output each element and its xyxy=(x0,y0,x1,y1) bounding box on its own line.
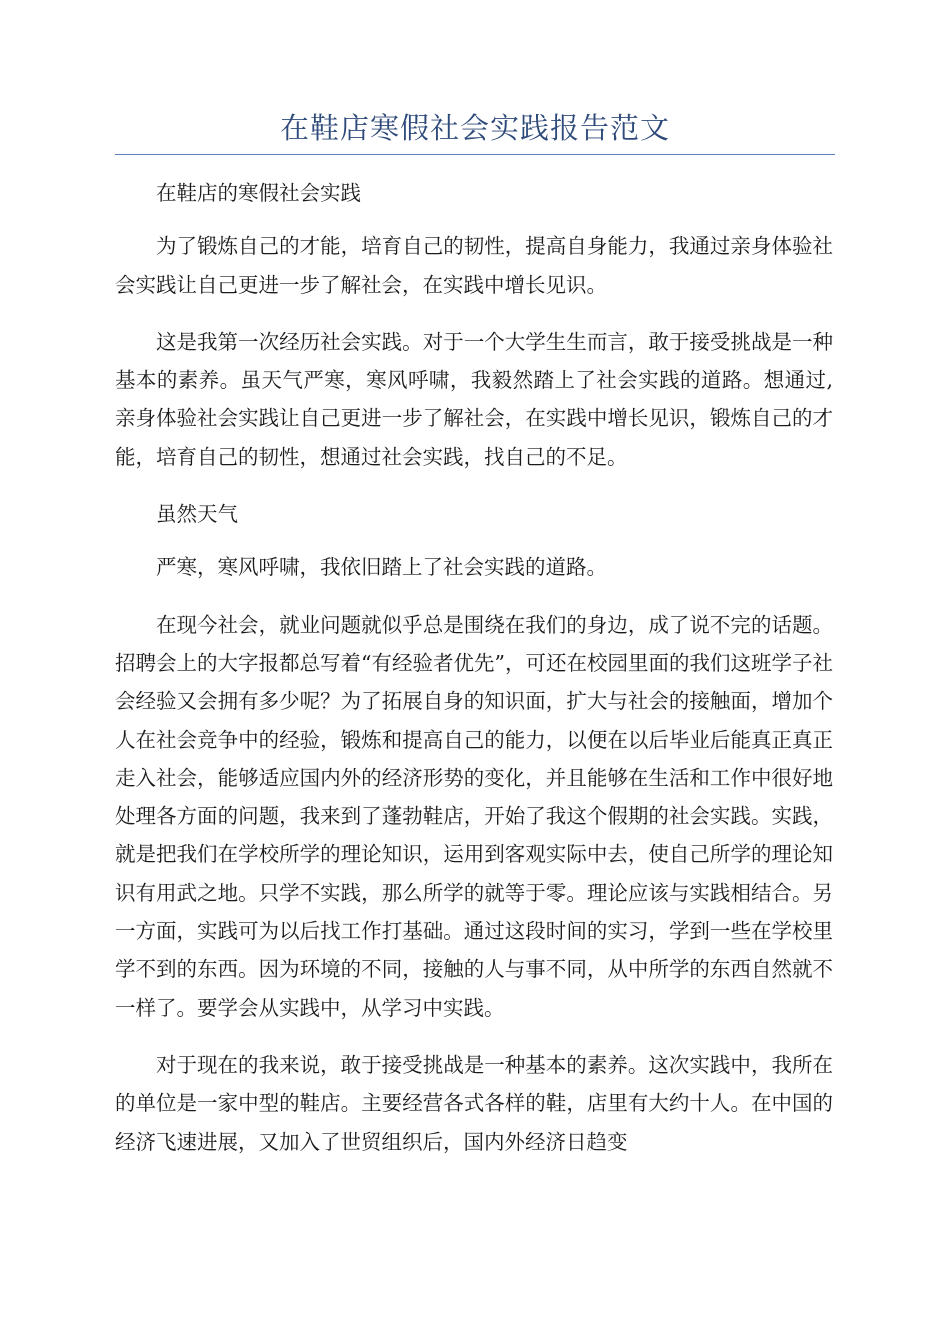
paragraph-subtitle: 在鞋店的寒假社会实践 xyxy=(156,181,361,205)
paragraph: 严寒，寒风呼啸，我依旧踏上了社会实践的道路。 xyxy=(156,555,607,580)
paragraph: 为了锻炼自己的才能，培育自己的韧性，提高自身能力，我通过亲身体验社会实践让自己更进一步了解社会，在实践中增长见识。 xyxy=(115,234,833,297)
paragraph: 对于现在的我来说，敢于接受挑战是一种基本的素养。这次实践中，我所在的单位是一家中型的鞋店。主要经营各式各样的鞋，店里有大约十人。在中国的经济飞速进展，又加入了世贸组织后，国内外经济日趋变 xyxy=(115,1052,833,1154)
title-divider xyxy=(115,154,835,155)
document-title: 在鞋店寒假社会实践报告范文 xyxy=(279,111,670,145)
document-body xyxy=(115,174,833,1180)
paragraph: 在现今社会，就业问题就似乎总是围绕在我们的身边，成了说不完的话题。招聘会上的大字报都总写着“有经验者优先”，可还在校园里面的我们这班学子社会经验又会拥有多少呢？为了拓展自身的知识面，扩大与社会的接触面，增加个人在社会竞争中的经验，锻炼和提高自己的能力，以便在以后毕业后能真正真正走入社会，能够适应国内外的经济形势的变化，并且能够在生活和工作中很好地处理各方面的问题，我来到了蓬勃鞋店，开始了我这个假期的社会实践。实践，就是把我们在学校所学的理论知识，运用到客观实际中去，使自己所学的理论知识有用武之地。只学不实践，那么所学的就等于零。理论应该与实践相结合。另一方面，实践可为以后找工作打基础。通过这段时间的实习，学到一些在学校里学不到的东西。因为环境的不同，接触的人与事不同，从中所学的东西自然就不一样了。要学会从实践中，从学习中实践。 xyxy=(115,612,833,1020)
paragraph: 这是我第一次经历社会实践。对于一个大学生生而言，敢于接受挑战是一种基本的素养。虽天气严寒，寒风呼啸，我毅然踏上了社会实践的道路。想通过,亲身体验社会实践让自己更进一步了解社会，在实践中增长见识，锻炼自己的才能，培育自己的韧性，想通过社会实践，找自己的不足。 xyxy=(115,329,833,469)
paragraph: 虽然天气 xyxy=(156,502,238,527)
